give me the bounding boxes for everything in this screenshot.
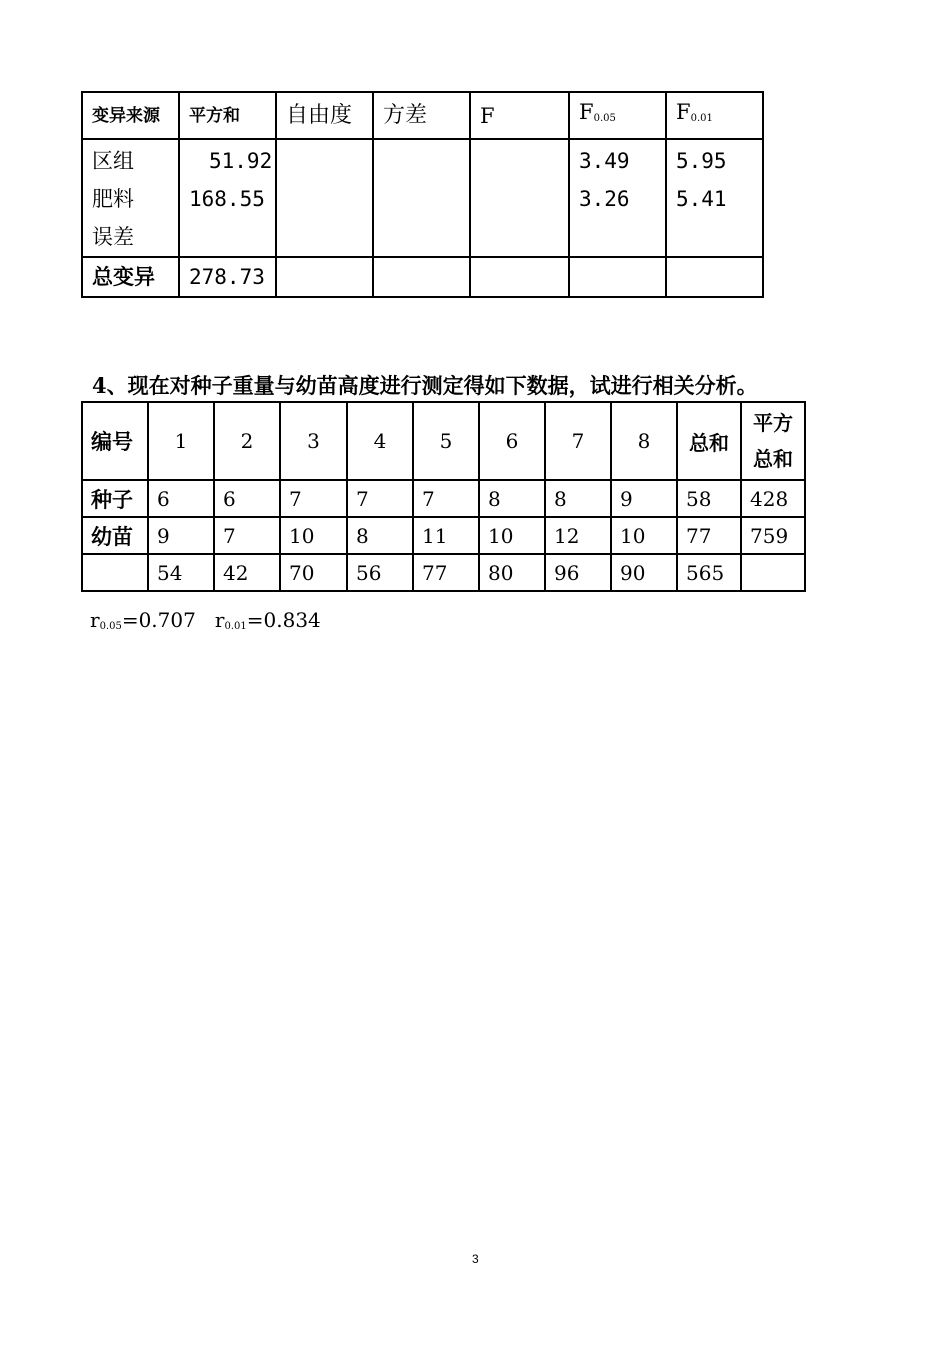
data-header-row: [82, 402, 805, 480]
product-row: [82, 554, 805, 591]
product-label: [82, 554, 148, 591]
product-sq: [741, 554, 805, 591]
sq-line1: 平方: [753, 411, 793, 435]
product-value: 77: [413, 554, 479, 591]
header-id: 6: [479, 402, 545, 480]
source-error: 误差: [92, 225, 134, 249]
seedling-value: 10: [280, 517, 347, 554]
seed-value: 8: [545, 480, 611, 517]
source-block: 区组: [92, 149, 134, 173]
header-id: 2: [214, 402, 280, 480]
header-id: 1: [148, 402, 214, 480]
seedling-sq: 759: [741, 517, 805, 554]
seed-value: 7: [413, 480, 479, 517]
product-value: 96: [545, 554, 611, 591]
seedling-sum: 77: [677, 517, 741, 554]
seed-value: 7: [280, 480, 347, 517]
seedling-value: 12: [545, 517, 611, 554]
f05-main: F: [579, 100, 594, 124]
total-label: 总变异: [82, 257, 179, 297]
f-cell: [470, 139, 569, 257]
total-ss: 278.73: [179, 257, 276, 297]
header-f: F: [470, 92, 569, 139]
product-value: 54: [148, 554, 214, 591]
df-cell: [276, 139, 373, 257]
sources-cell: [82, 139, 179, 257]
f05-cell: [569, 139, 666, 257]
total-f01: [666, 257, 763, 297]
product-value: 90: [611, 554, 677, 591]
page-number: 3: [472, 1252, 479, 1266]
header-id: 5: [413, 402, 479, 480]
anova-header-row: [82, 92, 763, 139]
seedling-value: 10: [479, 517, 545, 554]
header-f01: [666, 92, 763, 139]
product-value: 80: [479, 554, 545, 591]
header-sum: 总和: [677, 402, 741, 480]
source-fertilizer: 肥料: [92, 187, 134, 211]
seed-data-table: [81, 401, 806, 592]
seedling-value: 10: [611, 517, 677, 554]
ss-cell: [179, 139, 276, 257]
f05-sub: 0.05: [593, 113, 616, 124]
r05-sub: 0.05: [99, 621, 122, 632]
header-id-label: 编号: [82, 402, 148, 480]
seedling-value: 11: [413, 517, 479, 554]
r01-sub: 0.01: [224, 621, 247, 632]
r01-value: =0.834: [246, 608, 321, 632]
total-df: [276, 257, 373, 297]
header-ms: 方差: [373, 92, 470, 139]
f01-block: 5.95: [676, 149, 727, 173]
total-f05: [569, 257, 666, 297]
r01-main: r: [214, 608, 225, 632]
f01-cell: [666, 139, 763, 257]
seedling-value: 9: [148, 517, 214, 554]
question-4-text: 4、现在对种子重量与幼苗高度进行测定得如下数据，试进行相关分析。: [92, 373, 758, 398]
header-ss: 平方和: [179, 92, 276, 139]
f05-block: 3.49: [579, 149, 630, 173]
seed-row: [82, 480, 805, 517]
r05-value: =0.707: [121, 608, 196, 632]
seed-value: 6: [214, 480, 280, 517]
seed-sq: 428: [741, 480, 805, 517]
header-sq-sum: [741, 402, 805, 480]
seed-label: 种子: [82, 480, 148, 517]
seedling-value: 8: [347, 517, 413, 554]
header-source: 变异来源: [82, 92, 179, 139]
product-value: 42: [214, 554, 280, 591]
header-id: 7: [545, 402, 611, 480]
seed-sum: 58: [677, 480, 741, 517]
r05-main: r: [90, 608, 100, 632]
seedling-label: 幼苗: [82, 517, 148, 554]
r-critical-values: [90, 608, 321, 632]
total-ms: [373, 257, 470, 297]
header-df: 自由度: [276, 92, 373, 139]
anova-total-row: [82, 257, 763, 297]
ss-error: [189, 218, 275, 256]
f01-sub: 0.01: [690, 113, 713, 124]
seed-value: 8: [479, 480, 545, 517]
f01-fertilizer: 5.41: [676, 187, 727, 211]
header-id: 4: [347, 402, 413, 480]
ss-block: 51.92: [209, 149, 273, 173]
header-id: 8: [611, 402, 677, 480]
ss-fertilizer: 168.55: [189, 187, 265, 211]
seedling-row: [82, 517, 805, 554]
seed-value: 6: [148, 480, 214, 517]
total-f: [470, 257, 569, 297]
seed-value: 7: [347, 480, 413, 517]
f01-main: F: [676, 100, 691, 124]
header-f05: [569, 92, 666, 139]
anova-table: [81, 91, 764, 298]
ms-cell: [373, 139, 470, 257]
f05-fertilizer: 3.26: [579, 187, 630, 211]
seedling-value: 7: [214, 517, 280, 554]
anova-body-row: [82, 139, 763, 257]
seed-value: 9: [611, 480, 677, 517]
product-value: 70: [280, 554, 347, 591]
product-sum: 565: [677, 554, 741, 591]
product-value: 56: [347, 554, 413, 591]
header-id: 3: [280, 402, 347, 480]
sq-line2: 总和: [753, 447, 793, 471]
